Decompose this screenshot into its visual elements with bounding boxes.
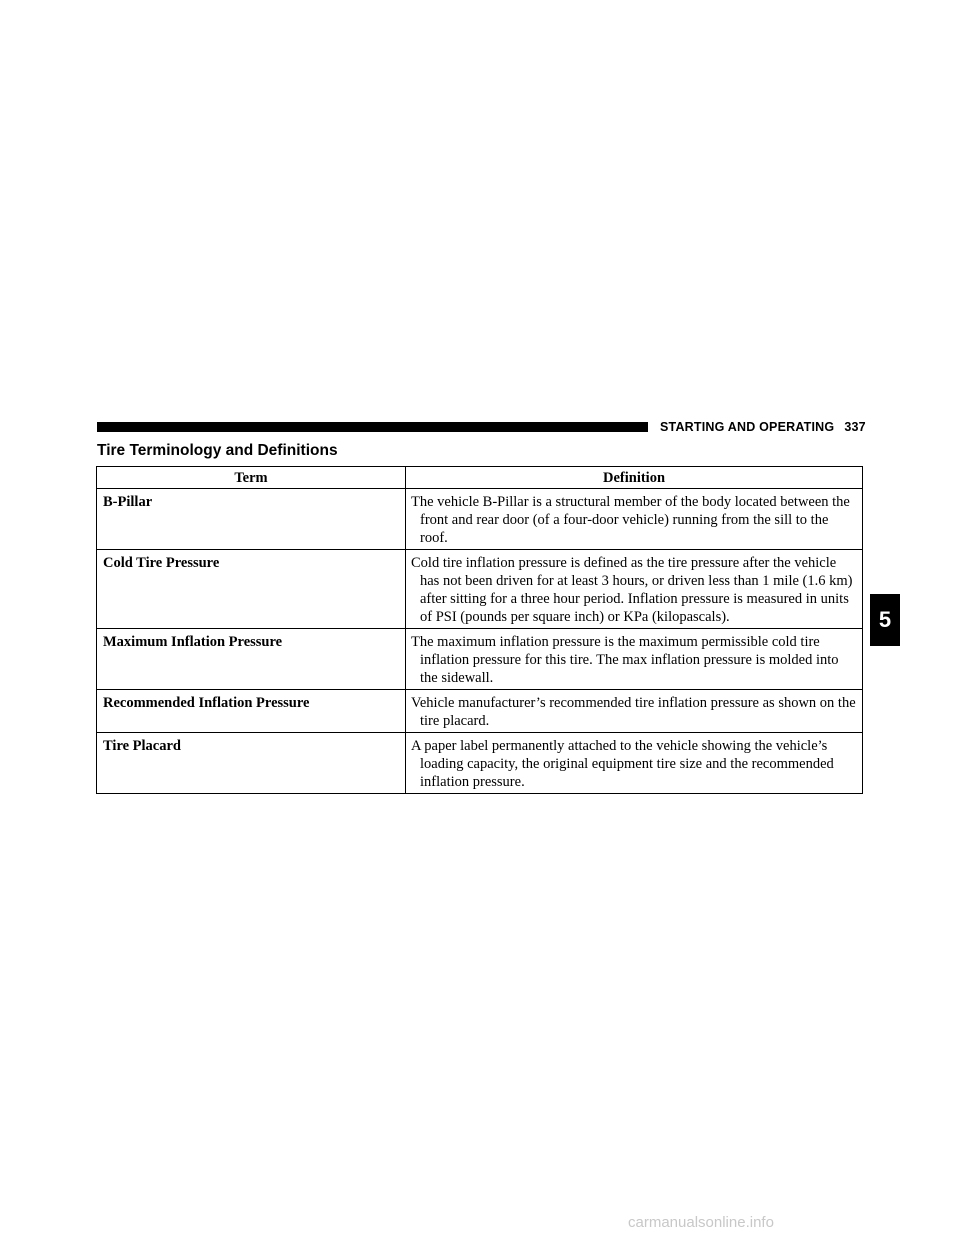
column-header-term: Term bbox=[97, 467, 406, 489]
term-cell: Cold Tire Pressure bbox=[97, 550, 406, 629]
definition-cell: Cold tire inflation pressure is defined as the tire pressure after the vehicle has not been driven for at least 3 hours, or driven less than 1 mile (1.6 km) after sitting for a three hour period. Inflation pressure is measured in units of PSI (pounds per square inch) or KPa (kilopascals). bbox=[406, 550, 863, 629]
page-number: 337 bbox=[844, 420, 866, 434]
term-cell: B-Pillar bbox=[97, 489, 406, 550]
chapter-tab: 5 bbox=[870, 594, 900, 646]
column-header-definition: Definition bbox=[406, 467, 863, 489]
definition-cell: A paper label permanently attached to the vehicle showing the vehicle’s loading capacity, the original equipment tire size and the recommended inflation pressure. bbox=[406, 733, 863, 794]
term-cell: Recommended Inflation Pressure bbox=[97, 690, 406, 733]
definition-cell: The vehicle B-Pillar is a structural member of the body located between the front and rear door (of a four-door vehicle) running from the sill to the roof. bbox=[406, 489, 863, 550]
section-title: Tire Terminology and Definitions bbox=[97, 442, 338, 459]
table-header-row bbox=[97, 467, 863, 489]
running-header bbox=[660, 418, 866, 436]
table-row bbox=[97, 550, 863, 629]
table-row bbox=[97, 489, 863, 550]
term-cell: Tire Placard bbox=[97, 733, 406, 794]
table-row bbox=[97, 629, 863, 690]
header-section-title: STARTING AND OPERATING bbox=[660, 420, 835, 434]
header-rule bbox=[97, 422, 648, 432]
terminology-table bbox=[96, 466, 863, 794]
definition-cell: The maximum inflation pressure is the maximum permissible cold tire inflation pressure for this tire. The max inflation pressure is molded into the sidewall. bbox=[406, 629, 863, 690]
table-row bbox=[97, 690, 863, 733]
term-cell: Maximum Inflation Pressure bbox=[97, 629, 406, 690]
definition-cell: Vehicle manufacturer’s recommended tire inflation pressure as shown on the tire placard. bbox=[406, 690, 863, 733]
watermark-text: carmanualsonline.info bbox=[628, 1214, 774, 1231]
table-row bbox=[97, 733, 863, 794]
